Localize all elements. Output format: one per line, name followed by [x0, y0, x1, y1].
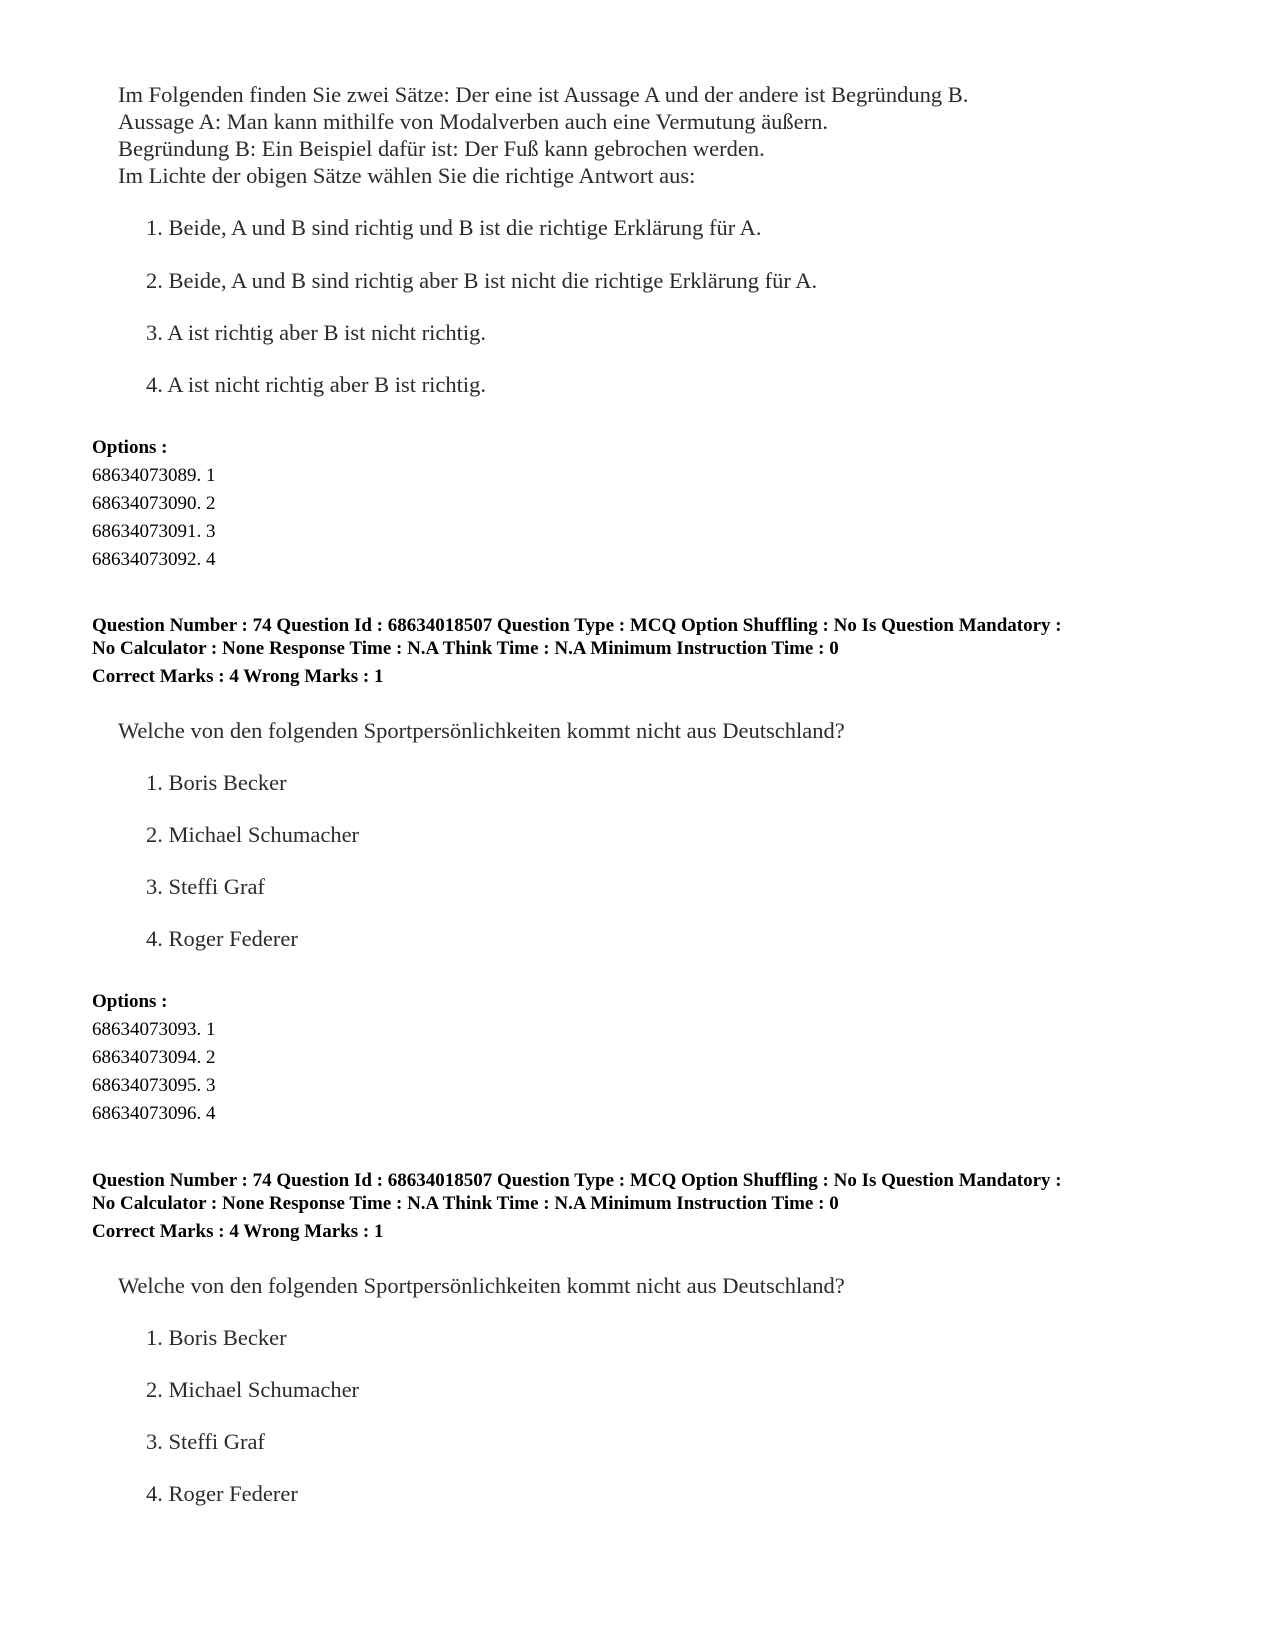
answer-choice: 1. Boris Becker [146, 770, 287, 795]
question-line: Im Folgenden finden Sie zwei Sätze: Der eine ist Aussage A und der andere ist Begründung B. [118, 82, 969, 107]
answer-choice: 2. Beide, A und B sind richtig aber B ist nicht die richtige Erklärung für A. [146, 268, 818, 293]
answer-choice: 4. Roger Federer [146, 1481, 298, 1506]
question-line: Aussage A: Man kann mithilfe von Modalverben auch eine Vermutung äußern. [118, 109, 829, 134]
answer-choice: 1. Boris Becker [146, 1325, 287, 1350]
answer-choice: 3. Steffi Graf [146, 1429, 265, 1454]
question-line: Im Lichte der obigen Sätze wählen Sie die richtige Antwort aus: [118, 163, 696, 188]
question-meta-line: No Calculator : None Response Time : N.A Think Time : N.A Minimum Instruction Time : 0 [92, 1193, 839, 1214]
option-id: 68634073093. 1 [92, 1019, 216, 1040]
marks-line: Correct Marks : 4 Wrong Marks : 1 [92, 666, 384, 687]
marks-line: Correct Marks : 4 Wrong Marks : 1 [92, 1221, 384, 1242]
answer-choice: 4. Roger Federer [146, 926, 298, 951]
options-heading: Options : [92, 991, 168, 1012]
option-id: 68634073095. 3 [92, 1075, 216, 1096]
question-line: Begründung B: Ein Beispiel dafür ist: Der Fuß kann gebrochen werden. [118, 136, 765, 161]
question-meta-line: Question Number : 74 Question Id : 68634018507 Question Type : MCQ Option Shuffling : No Is Question Mandatory : [92, 615, 1062, 636]
option-id: 68634073096. 4 [92, 1103, 216, 1124]
option-id: 68634073090. 2 [92, 493, 216, 514]
answer-choice: 2. Michael Schumacher [146, 1377, 360, 1402]
question-meta-line: Question Number : 74 Question Id : 68634018507 Question Type : MCQ Option Shuffling : No Is Question Mandatory : [92, 1170, 1062, 1191]
question-meta-line: No Calculator : None Response Time : N.A Think Time : N.A Minimum Instruction Time : 0 [92, 638, 839, 659]
option-id: 68634073092. 4 [92, 549, 216, 570]
answer-choice: 1. Beide, A und B sind richtig und B ist die richtige Erklärung für A. [146, 215, 762, 240]
options-heading: Options : [92, 437, 168, 458]
question-text: Welche von den folgenden Sportpersönlichkeiten kommt nicht aus Deutschland? [118, 1273, 845, 1298]
answer-choice: 4. A ist nicht richtig aber B ist richtig. [146, 372, 486, 397]
option-id: 68634073094. 2 [92, 1047, 216, 1068]
answer-choice: 3. A ist richtig aber B ist nicht richtig. [146, 320, 486, 345]
question-text: Welche von den folgenden Sportpersönlichkeiten kommt nicht aus Deutschland? [118, 718, 845, 743]
answer-choice: 3. Steffi Graf [146, 874, 265, 899]
option-id: 68634073091. 3 [92, 521, 216, 542]
answer-choice: 2. Michael Schumacher [146, 822, 360, 847]
option-id: 68634073089. 1 [92, 465, 216, 486]
